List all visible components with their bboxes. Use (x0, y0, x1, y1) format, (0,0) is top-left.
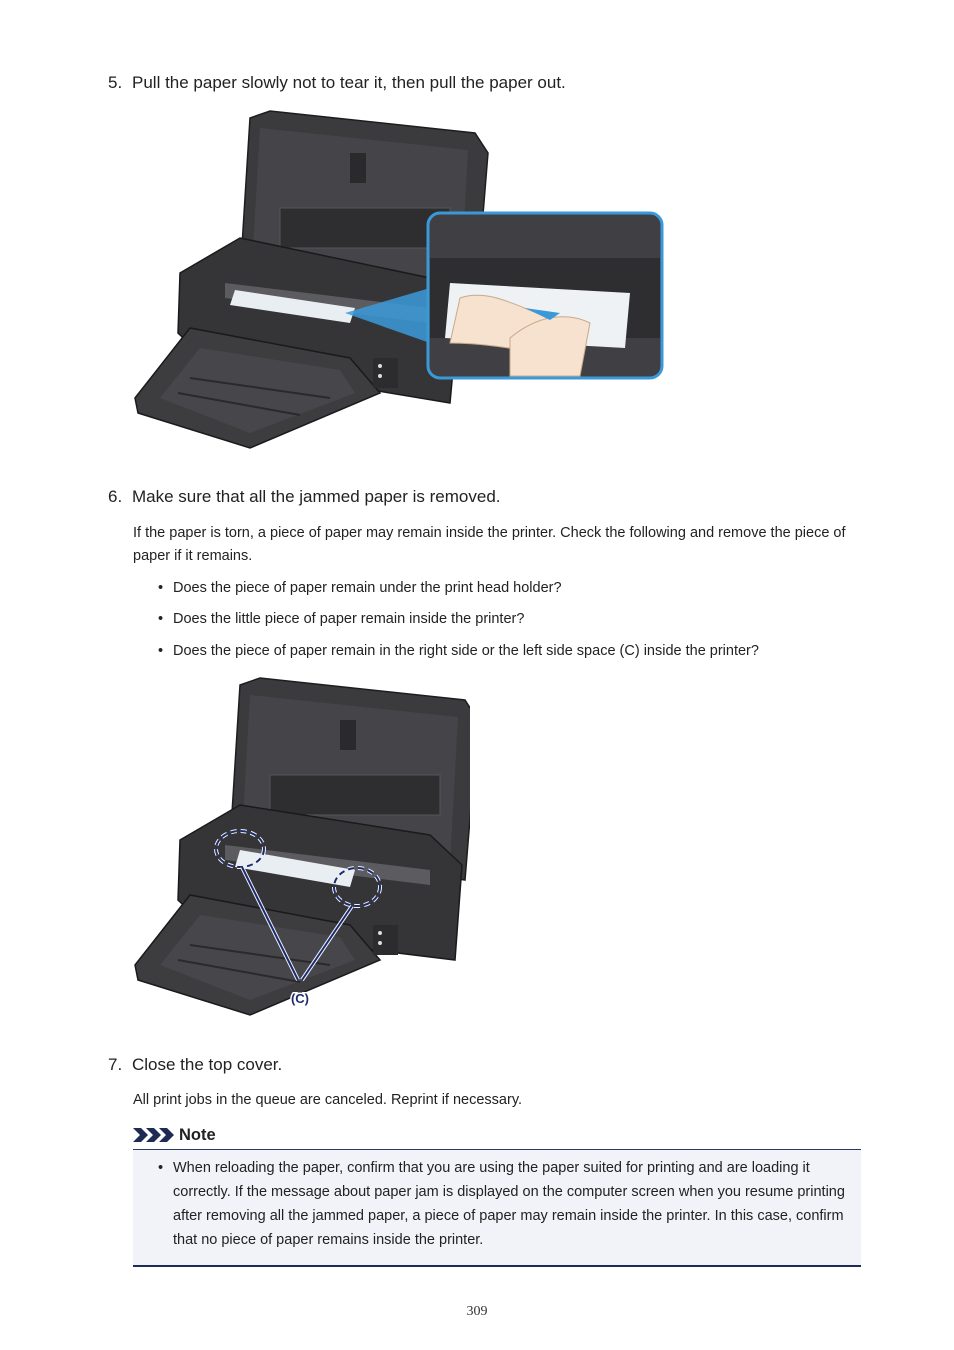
step-6 (108, 487, 501, 507)
note-box (133, 1149, 861, 1267)
step-number: 7. (108, 1055, 123, 1074)
step-5 (108, 73, 566, 93)
list-item (158, 1156, 853, 1252)
bullet-icon: • (158, 611, 164, 627)
bullet-icon: • (158, 580, 164, 596)
bullet-icon: • (158, 643, 164, 659)
page-number: 309 (466, 1304, 488, 1319)
step-text: Close the top cover. (132, 1055, 283, 1074)
step-7 (108, 1055, 282, 1075)
printer-side-space-illustration (130, 675, 470, 1020)
step-6-paragraph: If the paper is torn, a piece of paper may remain inside the printer. Check the following and remove the piece of paper if it remains. (133, 525, 846, 564)
list-item: • Does the piece of paper remain in the right side or the left side space (C) inside the printer? (158, 643, 759, 659)
list-item: • Does the piece of paper remain under the print head holder? (158, 580, 562, 596)
bullet-icon: • (158, 1160, 164, 1176)
step-number: 6. (108, 487, 123, 506)
step-text: Pull the paper slowly not to tear it, then pull the paper out. (132, 73, 566, 92)
note-arrows-icon (133, 1126, 175, 1144)
step-text: Make sure that all the jammed paper is removed. (132, 487, 501, 506)
step-number: 5. (108, 73, 123, 92)
list-item: • Does the little piece of paper remain inside the printer? (158, 611, 525, 627)
note-header (133, 1123, 216, 1147)
callout-label-c: (C) (290, 991, 310, 1006)
printer-paper-removal-illustration (130, 108, 665, 453)
note-title: Note (179, 1125, 216, 1144)
step-7-paragraph: All print jobs in the queue are canceled. Reprint if necessary. (133, 1092, 523, 1108)
note-text: When reloading the paper, confirm that you are using the paper suited for printing and are loading it correctly. If the message about paper jam is displayed on the computer screen when you resume printing after removing all the jammed paper, a piece of paper may remain inside the printer. In this case, confirm that no piece of paper remains inside the printer. (173, 1160, 845, 1248)
